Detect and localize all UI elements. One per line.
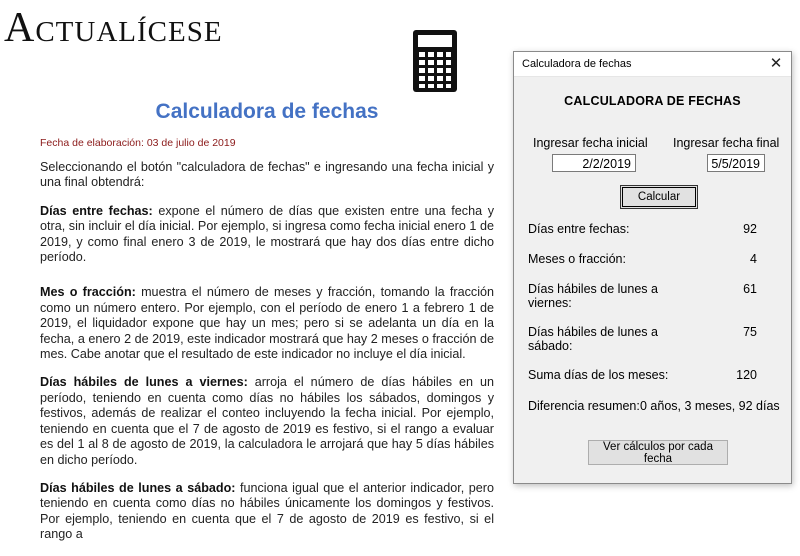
calculate-button[interactable]: Calcular [620,185,698,209]
dialog-heading: CALCULADORA DE FECHAS [564,94,741,108]
article-title: Calculadora de fechas [155,100,379,123]
summary-value: 0 años, 3 meses, 92 días [640,399,780,413]
summary-label: Diferencia resumen: [528,399,640,413]
view-details-button[interactable]: Ver cálculos por cada fecha [588,440,728,465]
result-label: Suma días de los meses: [528,368,669,382]
article-section [40,481,494,543]
result-label: Días entre fechas: [528,222,630,236]
article-section [40,285,494,362]
result-value: 4 [750,252,757,266]
section-term: Días entre fechas: [40,203,153,218]
article-section [40,204,494,266]
section-text: arroja el número de días hábiles en un período, teniendo en cuenta como días no hábiles los sábados, domingos y festivos, además de realizar el conteo incluyendo la fecha inicial. Por ejemplo, teniendo en cuenta que el 7 de agosto de 2019 es festivo, si el rango a evaluar es del 1 al 8 de agosto de 2019, la calculadora le arrojará que hay 5 días hábiles en dicho período. [40,375,494,467]
calculator-icon[interactable] [413,30,457,92]
date-calculator-dialog [513,51,792,484]
section-text: expone el número de días que existen entre una fecha y otra, sin incluir el día inicial. Por ejemplo, si ingresa como fecha inicial enero 1 de 2019, y como final enero 3 de 2019, le mostrará que hay dos días entre dicho período. [40,203,494,265]
site-logo: Actualícese [4,5,223,51]
result-label: Meses o fracción: [528,252,626,266]
result-value: 92 [743,222,757,236]
dialog-title: Calculadora de fechas [522,58,632,70]
start-date-input[interactable] [552,154,636,172]
section-text: funciona igual que el anterior indicador, pero teniendo en cuenta como días no hábiles únicamente los domingos y festivos. Por ejemplo, teniendo en cuenta que el 7 de agosto de 2019 es festivo, si el rango a [40,480,494,542]
result-value: 61 [743,282,757,296]
article-intro: Seleccionando el botón "calculadora de fechas" e ingresando una fecha inicial y una final obtendrá: [40,160,494,190]
section-term: Mes o fracción: [40,285,136,300]
end-date-input[interactable] [707,154,765,172]
start-date-label: Ingresar fecha inicial [533,136,648,150]
article-section [40,375,494,467]
article-date: Fecha de elaboración: 03 de julio de 2019 [40,137,236,149]
section-text: muestra el número de meses y fracción, tomando la fracción como un número entero. Por ejemplo, con el período de enero 1 a febrero 1 de 2019, el liquidador expone que hay un mes; pero si se adelanta un día en la fecha, a enero 2 de 2019, este indicador mostrará que hay 2 meses o fracción de mes. Cabe anotar que el resultado de este indicador no incluye el día inicial. [40,285,495,362]
result-value: 75 [743,325,757,339]
result-label: Días hábiles de lunes a sábado: [528,325,658,353]
section-term: Días hábiles de lunes a sábado: [40,480,236,495]
result-label: Días hábiles de lunes a viernes: [528,282,658,310]
end-date-label: Ingresar fecha final [673,136,780,150]
article-body [40,160,494,556]
result-value: 120 [736,368,757,382]
close-icon[interactable]: ✕ [769,55,783,72]
section-term: Días hábiles de lunes a viernes: [40,375,248,390]
dialog-titlebar[interactable] [514,52,791,77]
